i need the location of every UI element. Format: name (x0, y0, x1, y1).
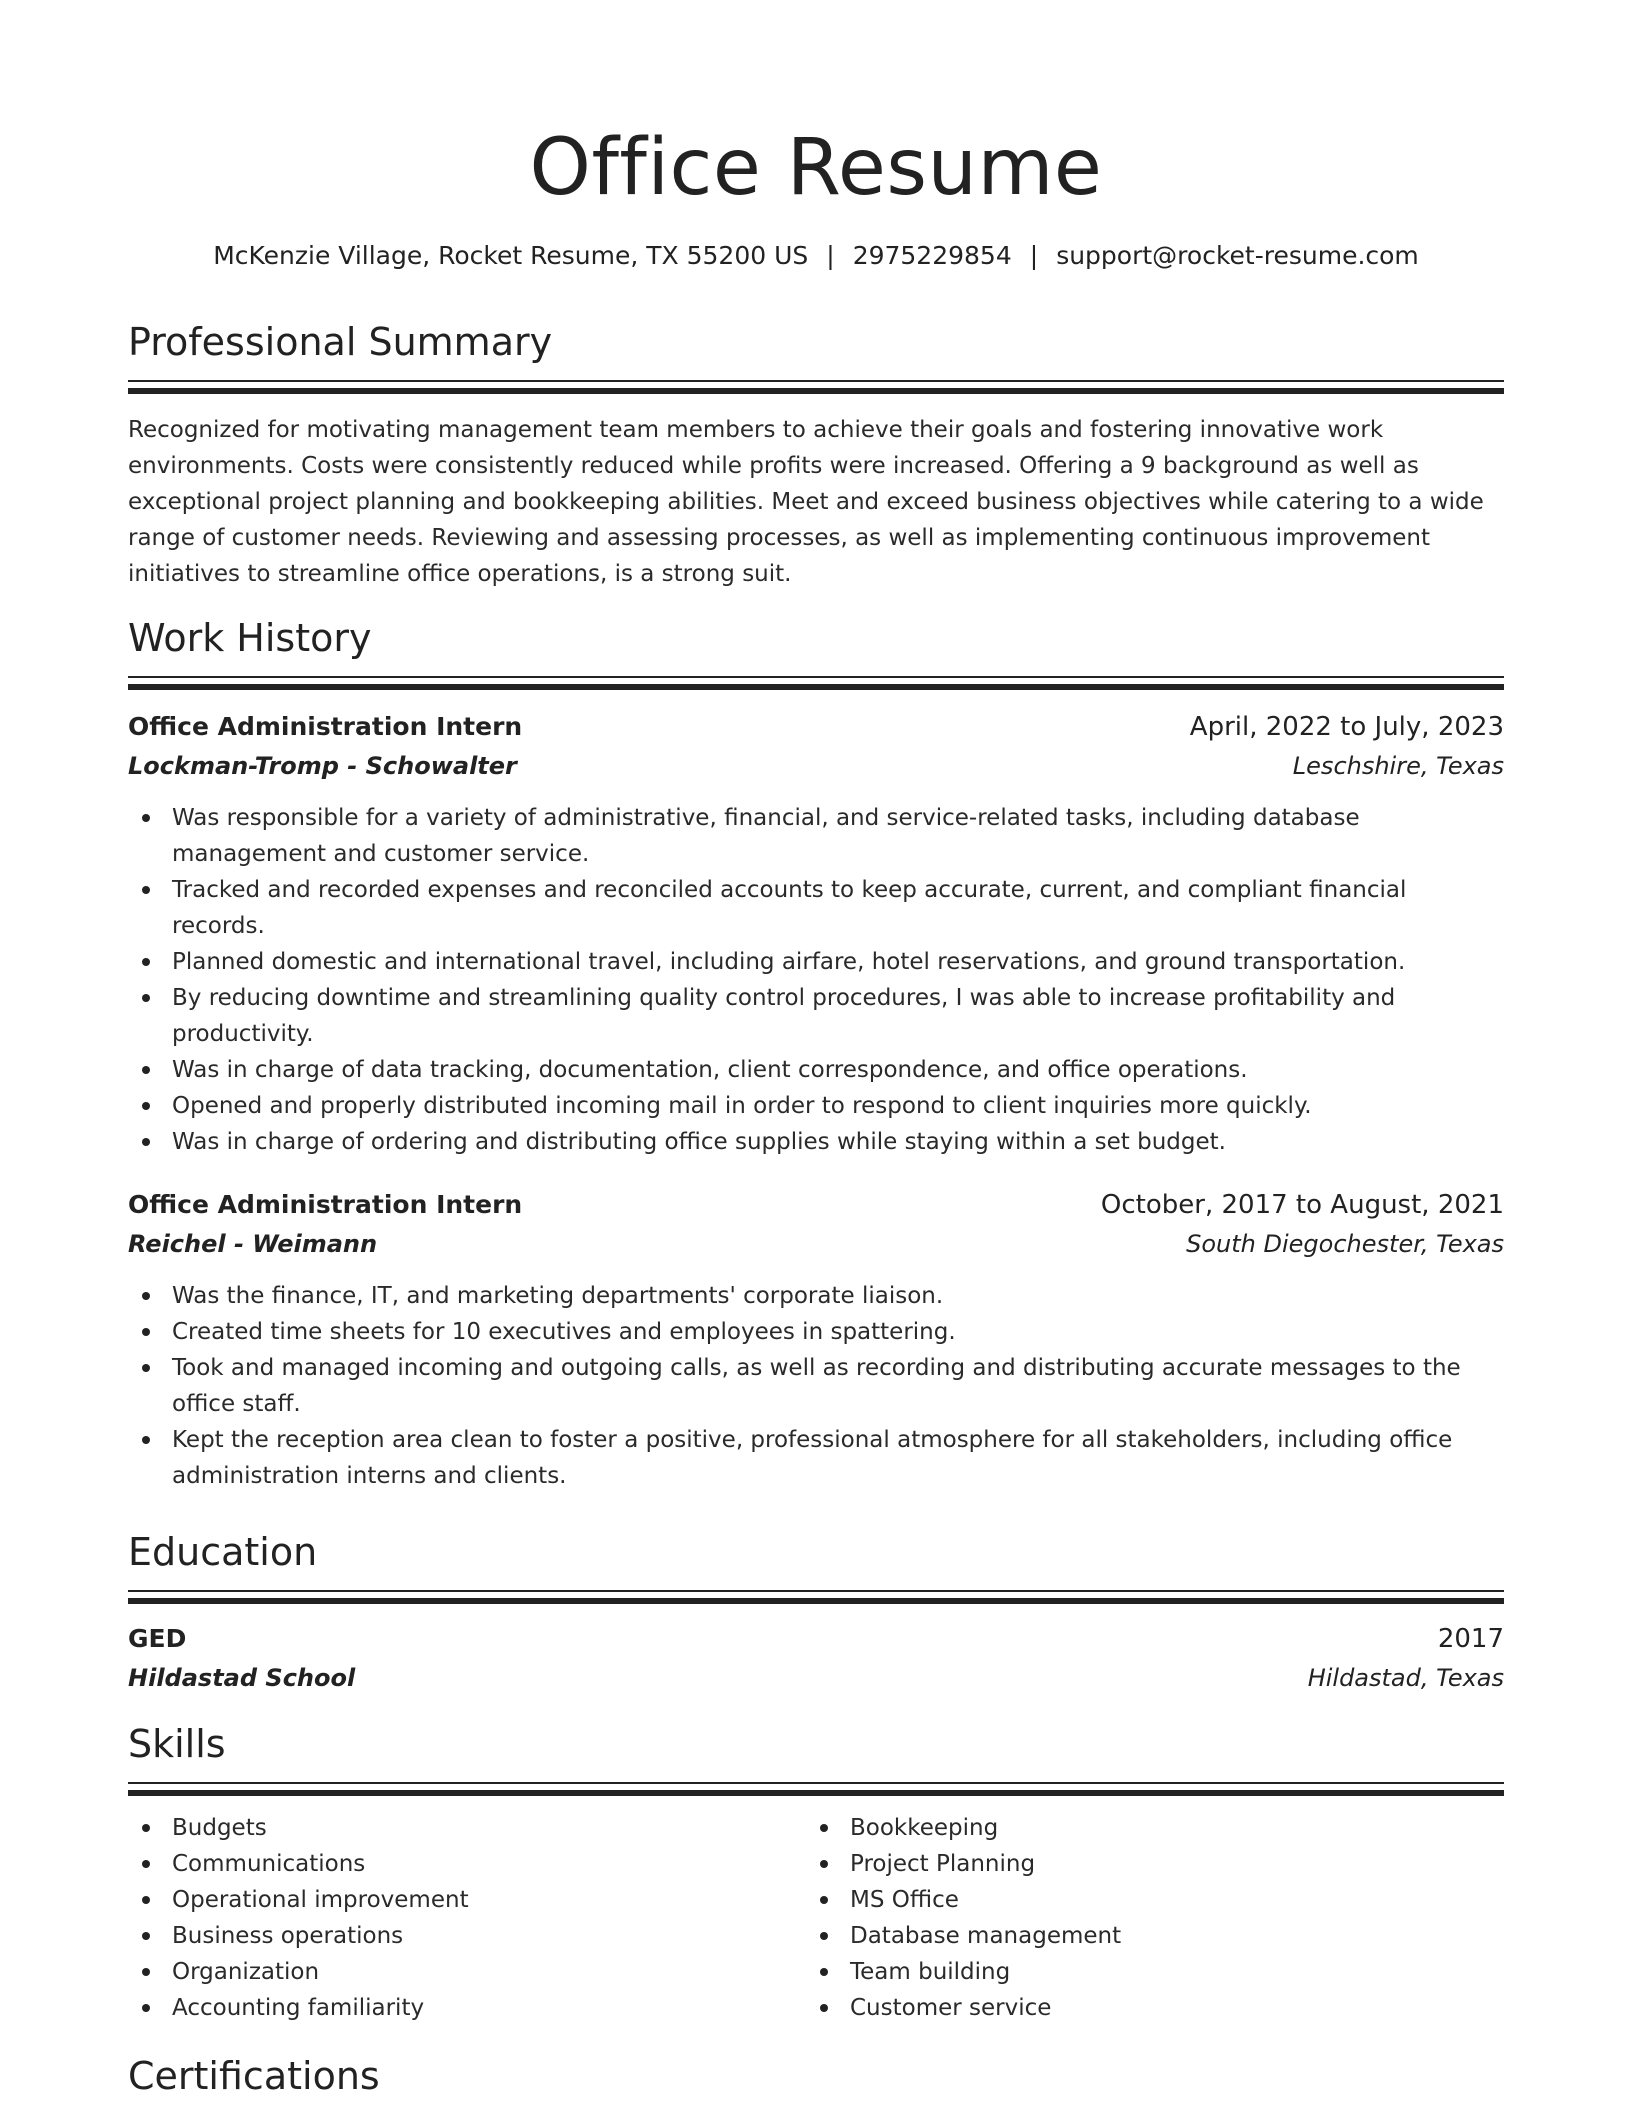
section-divider (128, 380, 1504, 394)
list-item: Was in charge of data tracking, documentation, client correspondence, and office operations. (128, 1052, 1504, 1088)
list-item: Was responsible for a variety of administrative, financial, and service-related tasks, including database management and customer service. (128, 800, 1504, 872)
section-heading: Certifications (128, 2054, 380, 2098)
skill-item: Operational improvement (128, 1882, 806, 1918)
job-duties (128, 800, 1504, 1160)
summary-section (128, 318, 1504, 592)
skill-item: Organization (128, 1954, 806, 1990)
work-history-section (128, 614, 1504, 1494)
list-item: Was the finance, IT, and marketing departments' corporate liaison. (128, 1278, 1504, 1314)
skill-item: Project Planning (806, 1846, 1484, 1882)
skill-item: Accounting familiarity (128, 1990, 806, 2026)
contact-email: support@rocket-resume.com (1056, 241, 1419, 270)
job-entry (128, 708, 1504, 1160)
section-divider (128, 1782, 1504, 1796)
section-heading: Skills (128, 1722, 226, 1766)
skill-item: Bookkeeping (806, 1810, 1484, 1846)
skill-item: MS Office (806, 1882, 1484, 1918)
graduation-year: 2017 (1437, 1624, 1504, 1654)
contact-line (128, 238, 1504, 274)
skills-columns (128, 1810, 1504, 2026)
list-item: Tracked and recorded expenses and reconciled accounts to keep accurate, current, and compliant financial records. (128, 872, 1504, 944)
skills-section (128, 1720, 1504, 2026)
job-title: Office Administration Intern (128, 1190, 523, 1219)
education-entry (128, 1620, 1504, 1698)
skill-item: Customer service (806, 1990, 1484, 2026)
certifications-section (128, 2052, 1504, 2100)
skills-list-left (128, 1810, 806, 2026)
section-heading: Education (128, 1530, 318, 1574)
list-item: Opened and properly distributed incoming mail in order to respond to client inquiries more quickly. (128, 1088, 1504, 1124)
skill-item: Communications (128, 1846, 806, 1882)
resume-title: Office Resume (529, 123, 1103, 213)
job-location: South Diegochester, Texas (1186, 1230, 1504, 1258)
contact-separator: | (826, 241, 835, 270)
contact-address: McKenzie Village, Rocket Resume, TX 55200 US (213, 241, 809, 270)
job-duties (128, 1278, 1504, 1494)
list-item: Took and managed incoming and outgoing calls, as well as recording and distributing accurate messages to the office staff. (128, 1350, 1504, 1422)
job-dates: October, 2017 to August, 2021 (1100, 1190, 1504, 1220)
skill-item: Database management (806, 1918, 1484, 1954)
job-entry (128, 1186, 1504, 1494)
degree: GED (128, 1624, 187, 1653)
list-item: Kept the reception area clean to foster a positive, professional atmosphere for all stakeholders, including office administration interns and clients. (128, 1422, 1504, 1494)
skill-item: Budgets (128, 1810, 806, 1846)
contact-separator: | (1029, 241, 1039, 270)
summary-text: Recognized for motivating management team members to achieve their goals and fostering innovative work environments. Costs were consistently reduced while profits were increased. Offering a 9 background as well as exceptional project planning and bookkeeping abilities. Meet and exceed business objectives while catering to a wide range of customer needs. Reviewing and assessing processes, as well as implementing continuous improvement initiatives to streamline office operations, is a strong suit. (128, 417, 1484, 587)
job-title: Office Administration Intern (128, 712, 523, 741)
job-location: Leschshire, Texas (1292, 752, 1504, 780)
section-divider (128, 676, 1504, 690)
school-location: Hildastad, Texas (1307, 1664, 1504, 1692)
skills-list-right (806, 1810, 1484, 2026)
job-dates: April, 2022 to July, 2023 (1189, 712, 1504, 742)
skill-item: Team building (806, 1954, 1484, 1990)
contact-phone: 2975229854 (852, 241, 1012, 270)
skill-item: Business operations (128, 1918, 806, 1954)
list-item: Created time sheets for 10 executives and employees in spattering. (128, 1314, 1504, 1350)
education-section (128, 1528, 1504, 1698)
job-employer: Reichel - Weimann (128, 1230, 378, 1258)
job-employer: Lockman-Tromp - Schowalter (128, 752, 517, 780)
section-divider (128, 1590, 1504, 1604)
list-item: Planned domestic and international travel, including airfare, hotel reservations, and ground transportation. (128, 944, 1504, 980)
list-item: By reducing downtime and streamlining quality control procedures, I was able to increase profitability and productivity. (128, 980, 1504, 1052)
section-heading: Work History (128, 616, 372, 660)
section-heading: Professional Summary (128, 320, 553, 364)
list-item: Was in charge of ordering and distributing office supplies while staying within a set budget. (128, 1124, 1504, 1160)
school-name: Hildastad School (128, 1664, 356, 1692)
